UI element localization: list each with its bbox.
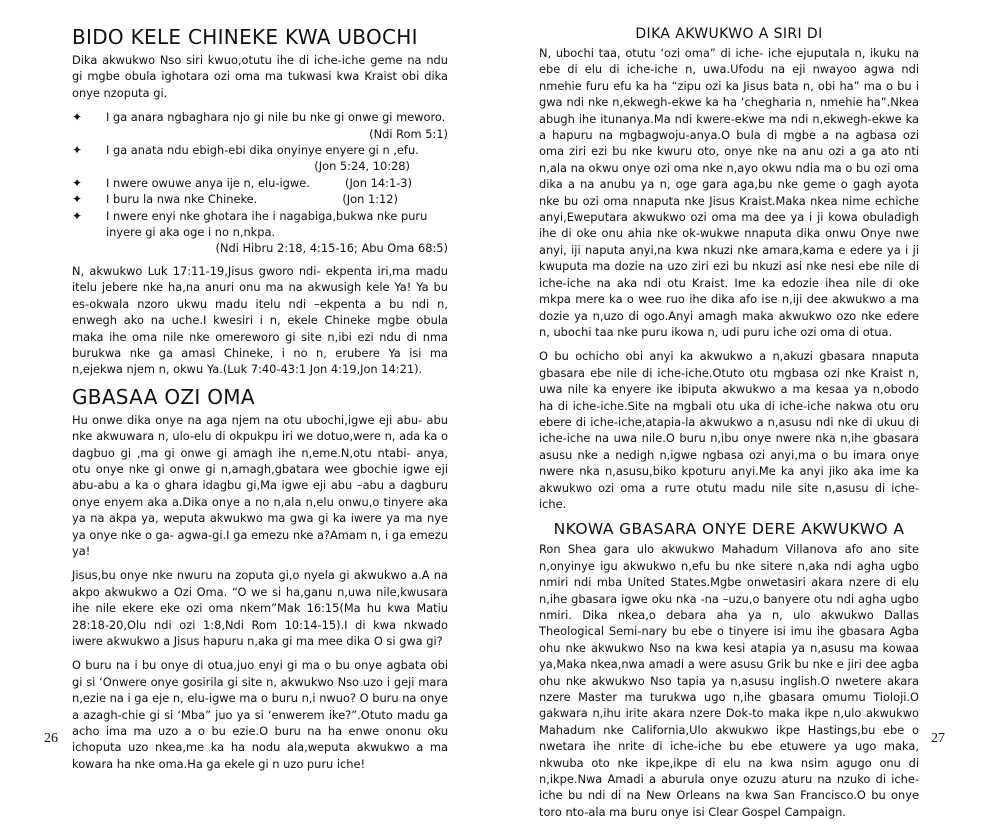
- right-page: [495, 0, 990, 819]
- right-column: [539, 26, 919, 828]
- benefit-reference: (Ndi Rom 5:1): [369, 126, 448, 141]
- star-bullet-icon: ✦: [72, 208, 83, 223]
- left-paragraph: N, akwukwo Luk 17:11-19,Jisus gworo ndi- ekpenta iri,ma madu itelu jebere nke ha,na anuri onu ma na akwusigh kele Ya! Ya bu es-okwala nzoro ukwu madu itelu ndi –ekpenta a bu ndi n, enwegh ako na uche.I kwesiri i n, ekele Chineke mgbe obula maka ihe oma nile nke omereworo gi site n,ibi ezi ndu di nma burukwa nke ga amasi Chineke, i no n, erubere Ya isi ma n,ejekwa njem n, okwu Ya.(Luk 7:40-43:1 Jon 4:19,Jon 14:21).: [72, 263, 448, 377]
- benefit-list: [72, 109, 448, 257]
- star-bullet-icon: ✦: [72, 110, 83, 125]
- star-bullet-icon: ✦: [72, 143, 83, 158]
- benefit-item: [72, 191, 448, 207]
- benefit-item: [72, 208, 448, 257]
- benefit-reference: (Ndi Hibru 2:18, 4:15-16; Abu Oma 68:5): [215, 241, 448, 256]
- author-paragraph: Ron Shea gara ulo akwukwo Mahadum Villanova afo ano site n,onyinye igu akwukwo n,efu bu nke sitere n,aka ndi agha ugbo nmiri ndi mba United States.Mgbe onwetasiri akara nzere di elu n,ihe gbasara igwe oku nka -na –uzu,o banyere otu ndi agha ugbo nmiri. Dika nkea,o debara aha ya n, ulo akwukwo Dallas Theological Semi-nary bu ebe o tinyere isi imu ihe gbasara Agba ohu nke akwukwo Nso na kwa kesi atapia ya n,asusu ma kowaa ya,Maka nkea,nwa amadi a were asusu Grik bu nke e jiri dee agba ohu nke akwukwo Nso tapia ya n,asusu inglish.O nwetere akara nzere Master ma turukwa ugo n,ihe gbasara omumu Tioloji.O gakwara n,ihu irite akara nzere Dok-to maka ikpe n,ulo akwukwo Mahadum nke California,Ulo akwukwo ikpe Hastings,bu ebe o nwetara ihe nrite di iche-iche bu ebe etuwere ya ugo maka, nkwuba oto nke ikpe,ikpe di elu na kwa nsim agugo onu di n,ikpe.Nwa Amadi a aburula onye ozuzu aturu na nzuko di iche-iche bu ndi di na New Orleans na kwa San Francisco.O bu onye toro nto-ala ma buru onye isi Clear Gospel Campaign.: [539, 542, 919, 819]
- star-bullet-icon: ✦: [72, 192, 83, 207]
- benefit-reference: (Jon 1:12): [342, 192, 398, 207]
- benefit-reference: (Jon 5:24, 10:28): [314, 159, 410, 174]
- left-paragraph: Jisus,bu onye nke nwuru na zoputa gi,o nyela gi akwukwo a.A na akpo akwukwo a Ozi Oma. “O we si ha,ganu n,uwa nile,kwusara ihe nile ekere eke ozi oma nkem”Mak 16:15(Ma hu kwa Matiu 28:18-20,Olu ndi ozi 1:8,Ndi Rom 10:14-15).I di kwa nkwado iwere akwukwo a Jisus hapuru n,aka gi ma mee dika O si gwa gi?: [72, 568, 448, 648]
- benefit-item: [72, 109, 448, 142]
- benefit-reference: (Jon 14:1-3): [345, 175, 412, 190]
- benefit-text: I nwere owuwe anya ije n, elu-igwe.: [106, 175, 310, 190]
- left-paragraph: O buru na i bu onye di otua,juo enyi gi ma o bu onye agbata obi gi si ‘Onwere onye gosirila gi site n, akwukwo Nso uzo i geji mara n,ezie na i ga eje n, elu-igwe ma o buru n,i nwuo? O buru na onye a azagh-chie gi si ‘Mba” juo ya si ‘enwerem ike?”.Otuto madu ga acho ima ma uzo a o bu ezie.O buru na ha enwe ononu oku ichoputa uzo nkea,me ka ha nodu ala,weputa akwukwo a ma kowara ha nke oma.Ha ga ekele gi n uzo puru iche!: [72, 658, 448, 771]
- benefit-text: I ga anata ndu ebigh-ebi dika onyinye enyere gi n ,efu.: [106, 143, 419, 158]
- right-paragraph: N, ubochi taa, otutu ‘ozi oma” di iche- iche ejuputala n, ikuku na ebe di elu di iche-iche n, uwa.Ufodu na eji nwayoo agwa ndi nmehie furu efu ka ha “zipu ozi ka Jisus bata n, obi ha” ma o bu i gwa ndi nke n,ekwegh-ekwe ka ha ‘chegharia n, nmehie ha”.Nkea abugh ihe itunanya.Ma ndi kwere-ekwe ma ndi n,ekwegh-ekwe ka a hapuru na mgbagwoju-anya.O bula di mgbe a na agbasa ozi oma ziri ezi bu nke kwuru oto, onye nke na anu ozi a ga ato nti n,ala na okwu onye ozi oma nke n,ayo okwu ndia ma o bu ozi oma dika a na anubu ya n, oge gara aga,bu nke geme o gagh ayota nke bu ozi oma nnaputa nke Jisus Kraist.Maka nkea nime echiche anyi,Eweputara akwukwo ozi oma ma dee ya i ji kowa obuladigh ihe di oke onu ahia nke ok-wukwe nnaputa dika onwu Onye nwe anyi, iji naputa anyi,na kwa nkuzi nke amara,kama e edere ya i ji kwuputa ma dozie na uzo ziri ezi bu nkuzi asi nke nesi ebe nile di iche-iche na aka ndi otu Kraist. Ime ka edozie ihea nile di oke mkpa mere ka o wee ruo ihe dika afo ise n,iji dee akwukwo a ma dozie ya n,uzo di ogo.Anyi amagh maka akwukwo ozo nke edere n, ubochi taa nke puru ikowa n, udi puru iche ozi oma di otua.: [539, 46, 919, 339]
- left-page: [0, 0, 495, 771]
- left-column: [72, 26, 448, 780]
- left-title: BIDO KELE CHINEKE KWA UBOCHI: [72, 25, 418, 49]
- benefit-text: I ga anara ngbaghara njo gi nile bu nke gi onwe gi meworo.: [106, 110, 446, 125]
- left-intro: Dika akwukwo Nso siri kwuo,otutu ihe di iche-iche geme na ndu gi mgbe obula ighotara ozi oma ma tukwasi kwa Kraist obi dika onye nzoputa gi.: [72, 53, 448, 100]
- section-title-gbasaa: GBASAA OZI OMA: [72, 384, 255, 409]
- left-paragraph: Hu onwe dika onye na aga njem na otu ubochi,igwe eji abu- abu nke akwuwara n, ulo-elu di okpukpu iri we dotuo,were n, ada ka o dagbuo gi ,ma gi onwe gi amagh ihe n,eme.N,otu ntabi- anya, otu onye nke gi onwe gi n,amagh,gbatara wee gbochie igwe eji abu-abu a ka o ghara idagbu gi,Ma igwe eji abu –abu a dagburu onye enyem aka a.Dika onye a no n,ala n,elu onwu,o tinyere aka ya na akpa ya, weputa akwukwo ma gwa gi ka iwere ya ma nye ya onye nke o ga- agwa-gi.I ga emezu nke a?Amam n, i ga emezu ya!: [72, 412, 448, 558]
- right-title: DIKA AKWUKWO A SIRI DI: [635, 26, 823, 42]
- star-bullet-icon: ✦: [72, 175, 83, 190]
- section-title-nkowa: NKOWA GBASARA ONYE DERE AKWUKWO A: [553, 520, 905, 539]
- benefit-text: I nwere enyi nke ghotara ihe i nagabiga,bukwa nke puru inyere gi aka oge i no n,nkpa.: [106, 208, 428, 240]
- benefit-item: [72, 175, 448, 191]
- right-paragraph: O bu ochicho obi anyi ka akwukwo a n,akuzi gbasara nnaputa gbasara ebe nile di iche-iche.Otuto otu mgbasa ozi nke Kraist n, uwa nile ka enyere ike ibiputa akwukwo a ma kesaa ya n,obodo ha di iche-iche.Site na mgbali otu uka di iche-iche nakwa otu oru ebere di iche-iche,atapia-la akwukwo a n,asusu ndi nke di ukuu di iche-iche na uwa nile.O buru n,ibu onye nwere nka n,ihe gbasara asusu nke a nedigh n,igwe ngbasa ozi anyi,ma o bu imara onye nwere nka n,asusu,biko kpoturu anyi.Me ka anyi jiko aka ime ka akwukwo ozi oma a ruте otutu madu nile site n,asusu di iche-iche.: [539, 349, 919, 511]
- page-number-right: 27: [931, 731, 945, 746]
- page-number-left: 26: [44, 731, 58, 746]
- benefit-item: [72, 142, 448, 175]
- benefit-text: I buru la nwa nke Chineke.: [106, 192, 258, 207]
